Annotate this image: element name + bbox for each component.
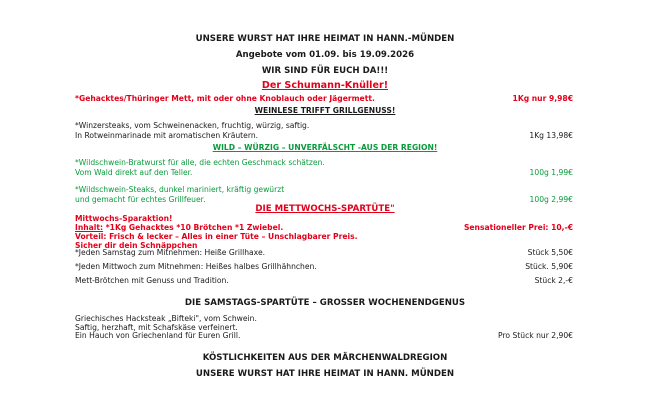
wild-item1-line1: *Wildschwein-Bratwurst für alle, die echten Geschmack schätzen. — [75, 158, 325, 167]
wild-item1-line2: Vom Wald direkt auf den Teller. — [75, 168, 193, 177]
wein-heading: WEINLESE TRIFFT GRILLGENUSS! — [254, 106, 396, 115]
knueller-row — [75, 94, 573, 104]
mettwochs-sicher: Sicher dir dein Schnäppchen — [75, 241, 198, 250]
weekly-mittwoch-text: *Jeden Mittwoch zum Mitnehmen: Heißes halbes Grillhähnchen. — [75, 262, 317, 271]
weekly-mettbroetchen-price: Stück 2,-€ — [534, 276, 573, 285]
mettwochs-heading: DIE METTWOCHS-SPARTÜTE" — [255, 204, 395, 214]
knueller-price: 1Kg nur 9,98€ — [512, 94, 573, 103]
wild-item2-line2: und gemacht für echtes Grillfeuer. — [75, 195, 206, 204]
wein-line2: In Rotweinmarinade mit aromatischen Kräutern. — [75, 131, 259, 140]
wild-item1-price: 100g 1,99€ — [529, 168, 573, 177]
header-title: UNSERE WURST HAT IHRE HEIMAT IN HANN.-MÜNDEN — [195, 34, 455, 44]
mettwochs-subheading: Mittwochs-Sparaktion! — [75, 214, 173, 223]
footer-line2: UNSERE WURST HAT IHRE HEIMAT IN HANN. MÜNDEN — [195, 369, 455, 379]
mettwochs-price: Sensationeller Prei: 10,-€ — [463, 223, 573, 232]
knueller-item: *Gehacktes/Thüringer Mett, mit oder ohne Knoblauch oder Jägermett. — [75, 94, 375, 103]
wild-heading: WILD – WÜRZIG – UNVERFÄLSCHT -AUS DER REGION! — [212, 143, 438, 152]
wein-price: 1Kg 13,98€ — [529, 131, 573, 140]
wild-item2-line1: *Wildschwein-Steaks, dunkel mariniert, kräftig gewürzt — [75, 185, 285, 194]
wein-line1: *Winzersteaks, vom Schweinenacken, fruchtig, würzig, saftig. — [75, 121, 310, 130]
weekly-row-mettbroetchen — [75, 276, 573, 286]
weekly-samstag-text: *Jeden Samstag zum Mitnehmen: Heiße Grillhaxe. — [75, 248, 266, 257]
knueller-heading: Der Schumann-Knüller! — [261, 80, 389, 91]
footer-line1: KÖSTLICHKEITEN AUS DER MÄRCHENWALDREGION — [202, 353, 448, 363]
samstags-line3: Ein Hauch von Griechenland für Euren Grill. — [75, 331, 241, 340]
slogan: WIR SIND FÜR EUCH DA!!! — [261, 66, 389, 76]
samstags-price: Pro Stück nur 2,90€ — [498, 331, 573, 340]
weekly-mettbroetchen-text: Mett-Brötchen mit Genuss und Tradition. — [75, 276, 229, 285]
samstags-line1: Griechisches Hacksteak „Bifteki", vom Schwein. — [75, 314, 257, 323]
inhalt-text: *1Kg Gehacktes *10 Brötchen *1 Zwiebel. — [103, 223, 284, 232]
mettwochs-vorteil: Vorteil: Frisch & lecker – Alles in einer Tüte – Unschlagbarer Preis. — [75, 232, 358, 241]
weekly-row-mittwoch — [75, 262, 573, 272]
samstags-line2: Saftig, herzhaft, mit Schafskäse verfeinert. — [75, 323, 238, 332]
samstags-heading: DIE SAMSTAGS-SPARTÜTE – GROSSER WOCHENENDGENUS — [184, 298, 466, 308]
wild-item2-price: 100g 2,99€ — [529, 195, 573, 204]
inhalt-label: Inhalt: — [75, 223, 104, 232]
weekly-row-samstag — [75, 248, 573, 258]
weekly-samstag-price: Stück 5,50€ — [527, 248, 573, 257]
offer-period: Angebote vom 01.09. bis 19.09.2026 — [235, 50, 415, 60]
wild-item1-row — [75, 168, 573, 178]
wein-row — [75, 131, 573, 141]
weekly-mittwoch-price: Stück. 5,90€ — [525, 262, 573, 271]
samstags-row — [75, 331, 573, 341]
